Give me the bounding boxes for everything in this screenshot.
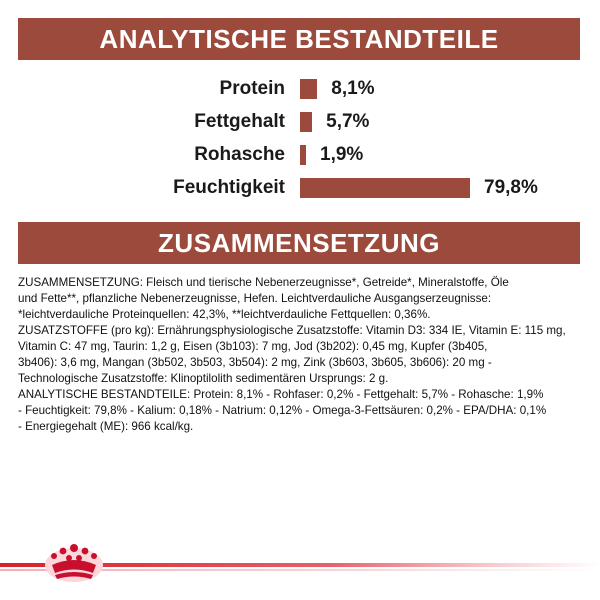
- composition-line: - Energiegehalt (ME): 966 kcal/kg.: [18, 420, 194, 433]
- composition-line: - Feuchtigkeit: 79,8% - Kalium: 0,18% - Natrium: 0,12% - Omega-3-Fettsäuren: 0,2% - EPA/DHA: 0,1%: [18, 404, 547, 417]
- bar-label: Feuchtigkeit: [173, 177, 285, 198]
- bar: [300, 178, 470, 198]
- composition-line: ANALYTISCHE BESTANDTEILE: Protein: 8,1% - Rohfaser: 0,2% - Fettgehalt: 5,7% - Rohasche: 1,9%: [18, 388, 544, 401]
- composition-line: *leichtverdauliche Proteinquellen: 42,3%, **leichtverdauliche Fettquellen: 0,36%.: [18, 308, 431, 321]
- bar-value-label: 1,9%: [320, 144, 364, 165]
- bar: [300, 79, 317, 99]
- bar-value-label: 79,8%: [484, 177, 538, 198]
- composition-text: [18, 275, 588, 435]
- bar-label: Rohasche: [194, 144, 285, 165]
- composition-line: und Fette**, pflanzliche Nebenerzeugnisse, Hefen. Leichtverdauliche Ausgangserzeugnisse:: [18, 292, 492, 305]
- bar-value-label: 5,7%: [326, 111, 370, 132]
- bar-label: Protein: [219, 78, 285, 99]
- composition-line: ZUSATZSTOFFE (pro kg): Ernährungsphysiologische Zusatzstoffe: Vitamin D3: 334 IE, Vitamin E: 115 mg,: [18, 324, 566, 337]
- composition-banner: [18, 222, 580, 264]
- analytic-banner-title: ANALYTISCHE BESTANDTEILE: [99, 23, 499, 54]
- composition-line: Technologische Zusatzstoffe: Klinoptilolith sedimentären Ursprungs: 2 g.: [18, 372, 389, 385]
- composition-line: ZUSAMMENSETZUNG: Fleisch und tierische Nebenerzeugnisse*, Getreide*, Mineralstoffe, Öle: [18, 276, 509, 289]
- bar-value-label: 8,1%: [331, 78, 375, 99]
- bar-label: Fettgehalt: [194, 111, 285, 132]
- composition-banner-title: ZUSAMMENSETZUNG: [158, 227, 440, 258]
- bar: [300, 112, 312, 132]
- composition-line: 3b406): 3,6 mg, Mangan (3b502, 3b503, 3b504): 2 mg, Zink (3b603, 3b605, 3b606): 20 mg -: [18, 356, 492, 369]
- composition-line: Vitamin C: 47 mg, Taurin: 1,2 g, Eisen (3b103): 7 mg, Jod (3b202): 0,45 mg, Kupfer (3b405,: [18, 340, 488, 353]
- bar: [300, 145, 306, 165]
- royal-canin-crown-icon: [44, 541, 104, 583]
- analytic-banner: [18, 18, 580, 60]
